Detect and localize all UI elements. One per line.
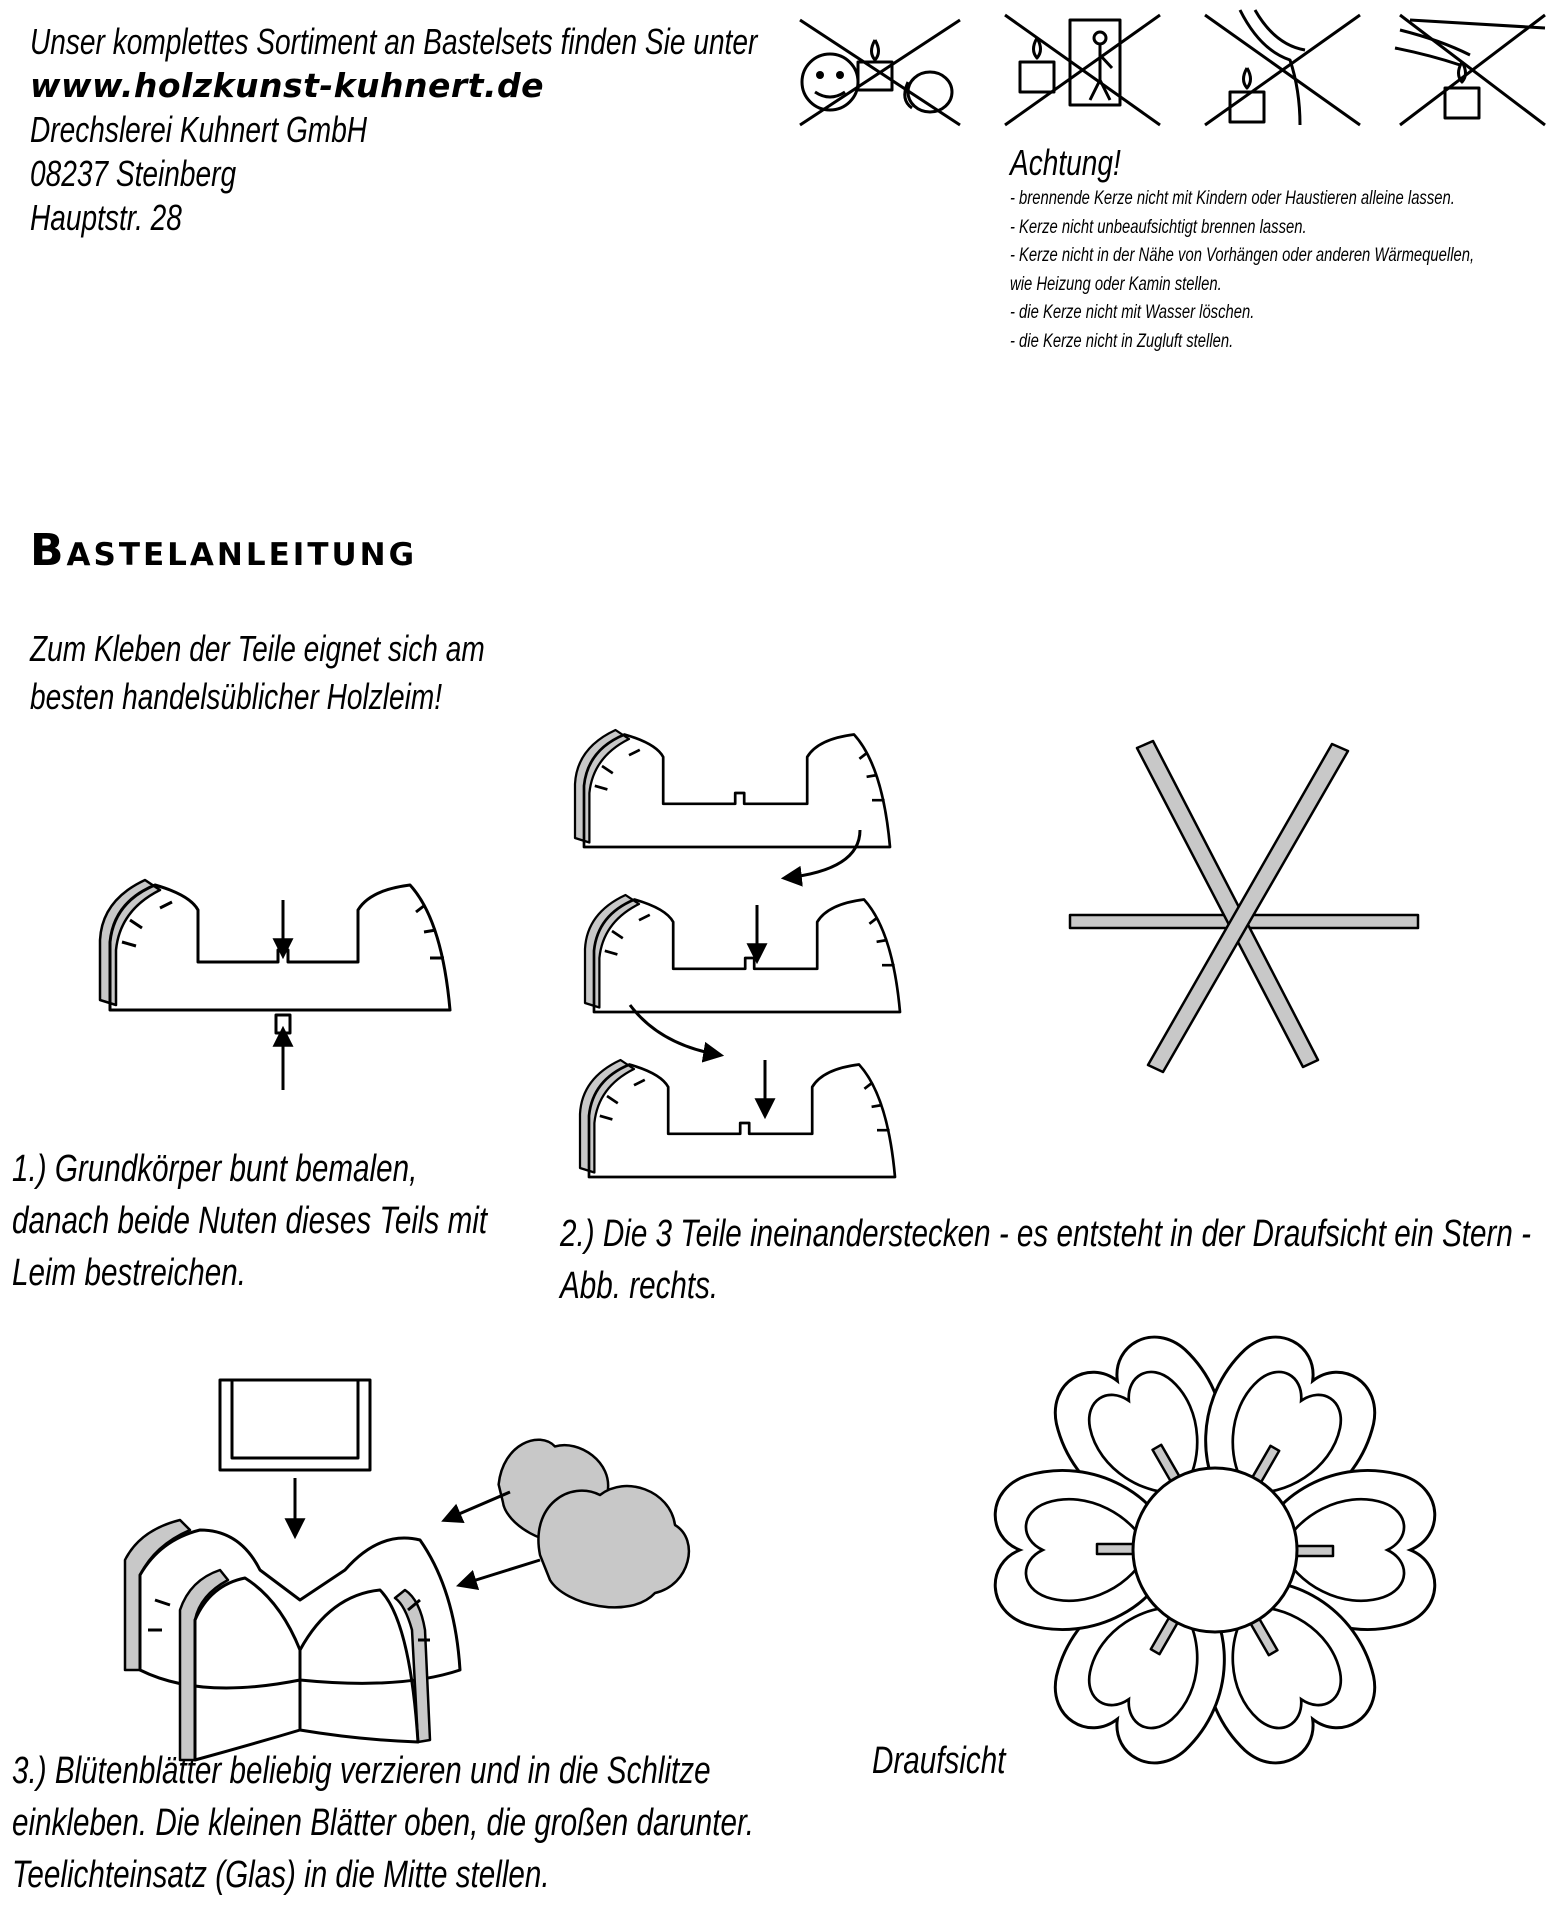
star-topview [1070,741,1418,1072]
step-1-line: 1.) Grundkörper bunt bemalen, [12,1148,418,1190]
step-1-line: Leim bestreichen. [12,1252,246,1294]
step-1-line: danach beide Nuten dieses Teils mit [12,1200,488,1242]
no-unattended-icon [1005,15,1160,125]
company-name: Drechslerei Kuhnert GmbH [30,109,368,150]
warning-item: - Kerze nicht in der Nähe von Vorhängen oder anderen Wärmequellen, [1010,245,1475,266]
flower-topview [995,1320,1435,1780]
glue-note-line: besten handelsüblicher Holzleim! [30,676,443,717]
tealight-insert [1133,1468,1297,1632]
no-curtains-icon [1205,10,1360,125]
no-children-pets-icon [800,20,960,125]
company-street: Hauptstr. 28 [30,197,182,238]
warning-item: wie Heizung oder Kamin stellen. [1010,273,1222,295]
step-3-line: Teelichteinsatz (Glas) in die Mitte stellen. [12,1854,550,1896]
step-3-line: einkleben. Die kleinen Blätter oben, die großen darunter. [12,1802,755,1844]
step-2-line: Abb. rechts. [560,1265,719,1307]
warning-item: - brennende Kerze nicht mit Kindern oder Haustieren alleine lassen. [1010,188,1455,209]
company-city: 08237 Steinberg [30,153,237,194]
contact-intro: Unser komplettes Sortiment an Bastelsets finden Sie unter [30,21,758,62]
warning-item: - die Kerze nicht in Zugluft stellen. [1010,330,1234,352]
step-2-line: 2.) Die 3 Teile ineinanderstecken - es entsteht in der Draufsicht ein Stern - [560,1213,1531,1255]
step1-diagram [100,880,450,1090]
warning-item: - Kerze nicht unbeaufsichtigt brennen lassen. [1010,216,1307,238]
warning-title: Achtung! [1010,142,1121,183]
step-3-line: 3.) Blütenblätter beliebig verzieren und in die Schlitze [12,1750,711,1792]
website-link[interactable]: www.holzkunst-kuhnert.de [30,66,545,105]
step2-diagram [575,730,900,1177]
glue-note-line: Zum Kleben der Teile eignet sich am [30,628,485,669]
topview-label: Draufsicht [872,1740,1006,1782]
no-draft-icon [1395,15,1545,125]
warning-item: - die Kerze nicht mit Wasser löschen. [1010,302,1255,323]
step3-diagram [125,1380,689,1760]
page-title: Bastelanleitung [30,525,418,576]
